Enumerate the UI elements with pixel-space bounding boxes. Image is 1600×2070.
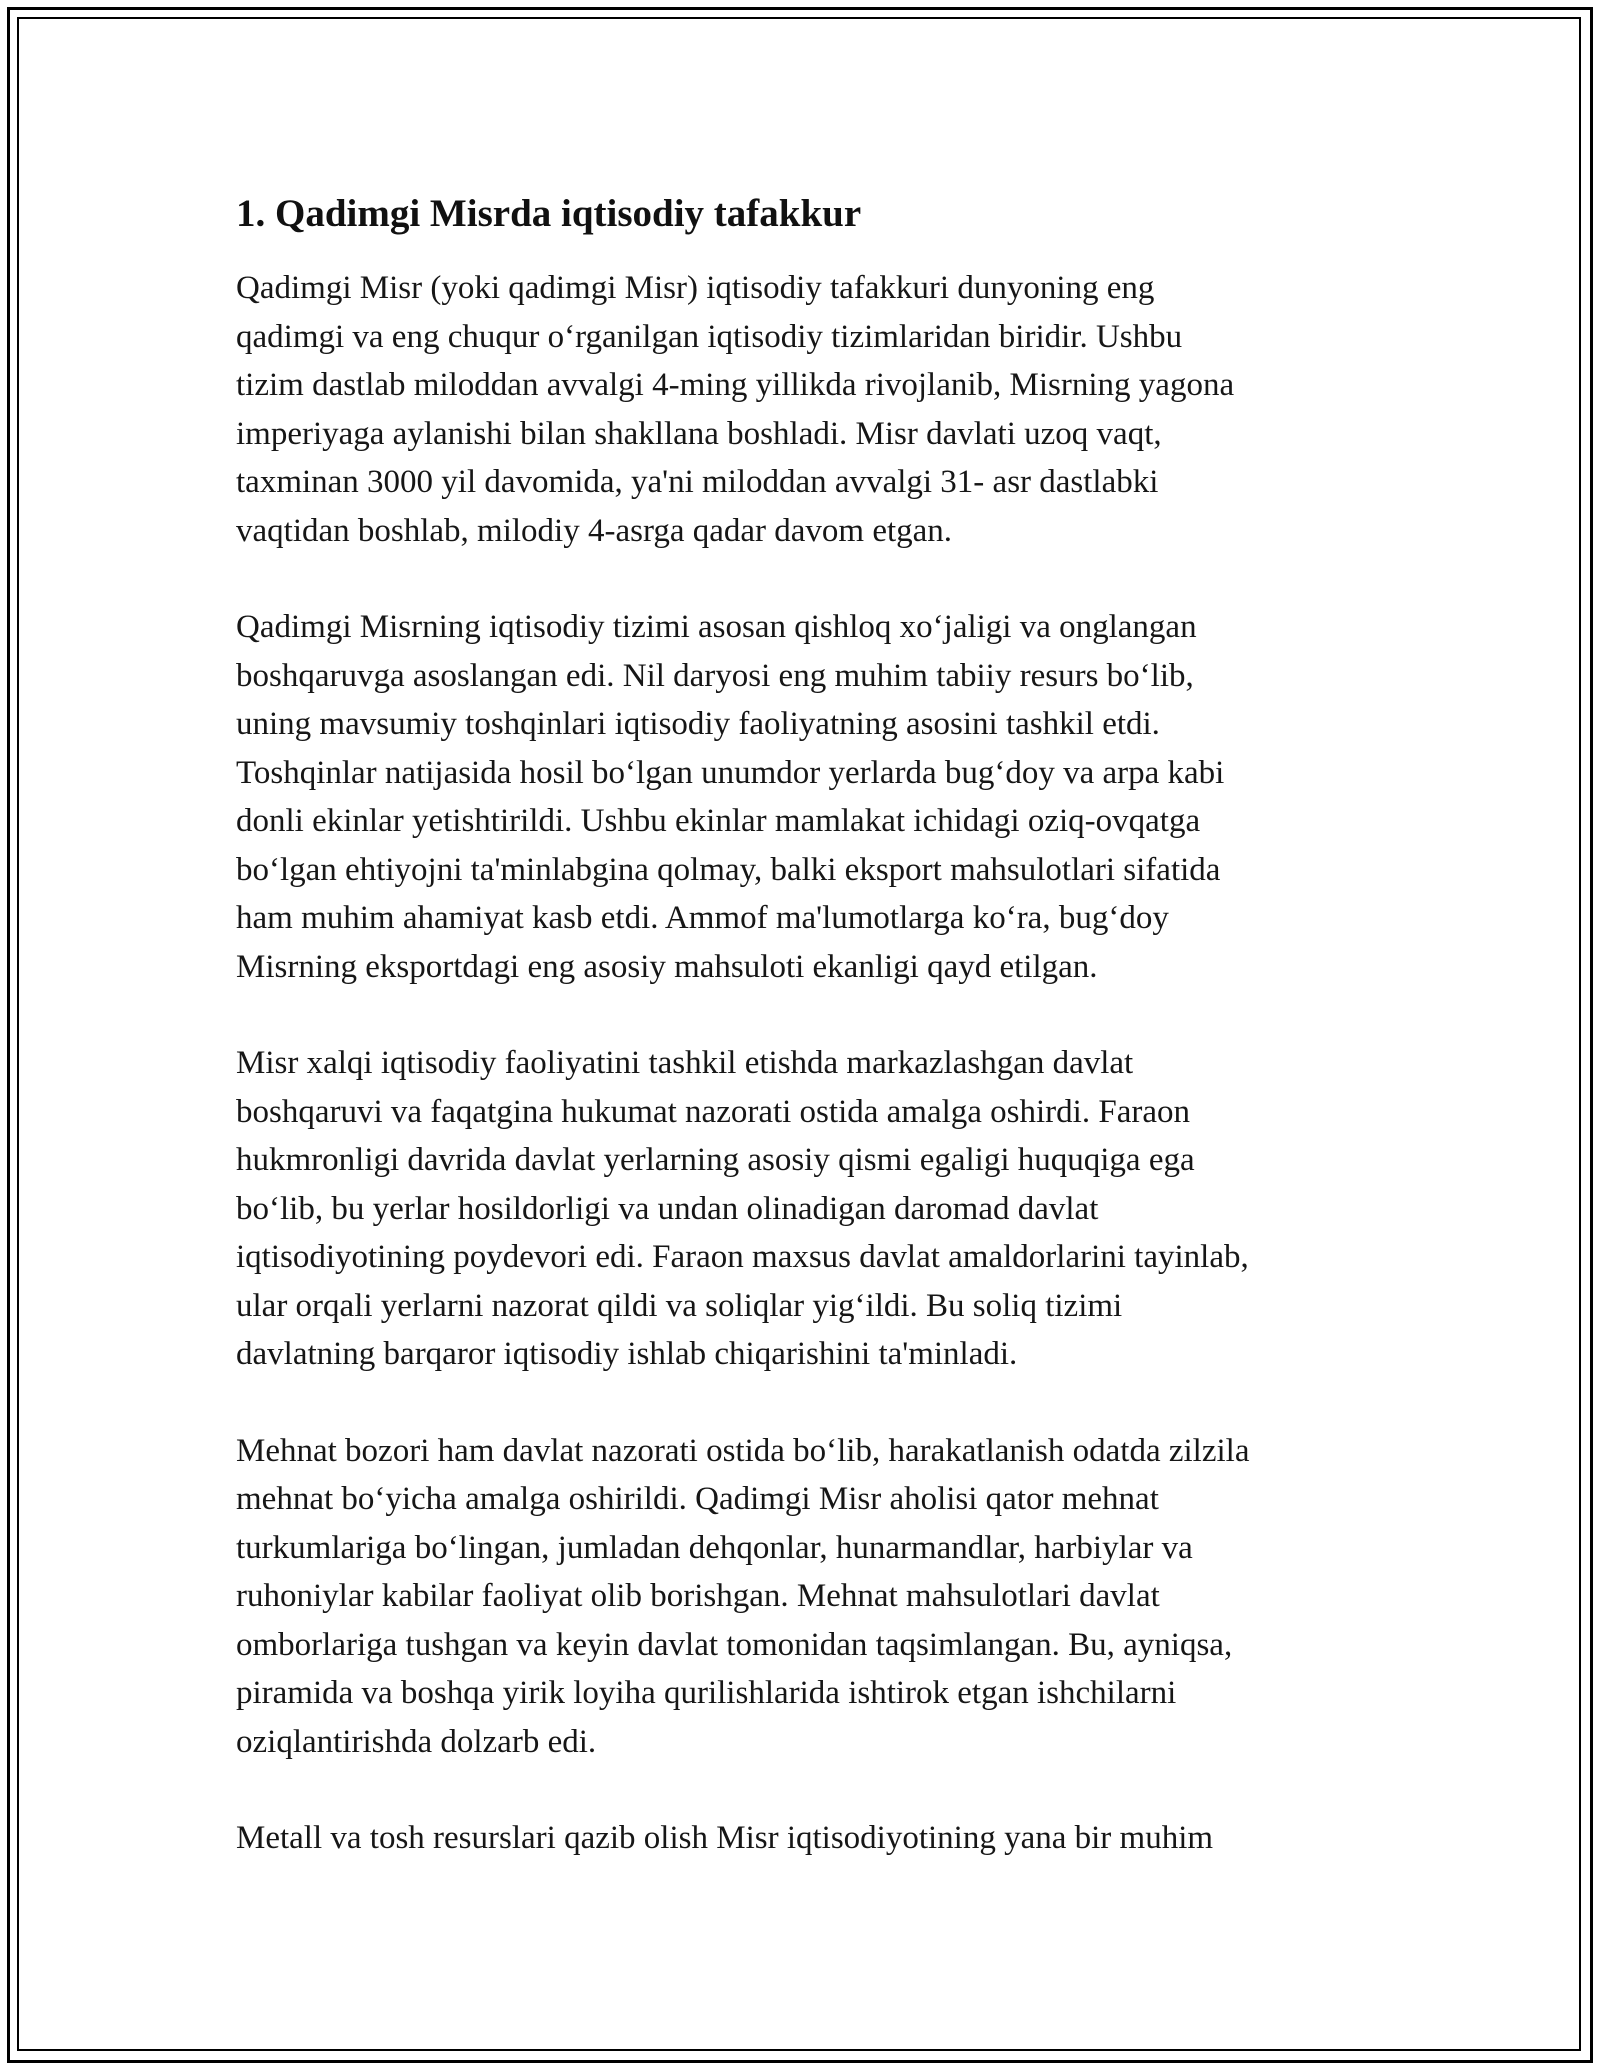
text-line: Misrning eksportdagi eng asosiy mahsuloti ekanligi qayd etilgan. [236,948,1098,985]
text-line: ruhoniylar kabilar faoliyat olib borishgan. Mehnat mahsulotlari davlat [236,1578,1160,1614]
text-line: taxminan 3000 yil davomida, ya'ni miloddan avvalgi 31- asr dastlabki [236,464,1159,500]
text-line: Misr xalqi iqtisodiy faoliyatini tashkil etishda markazlashgan davlat [236,1045,1134,1081]
text-line: boshqaruvga asoslangan edi. Nil daryosi eng muhim tabiiy resurs bo‘lib, [236,657,1194,694]
paragraph-4 [236,1427,1376,1767]
section-heading: 1. Qadimgi Misrda iqtisodiy tafakkur [236,192,862,235]
text-line: tizim dastlab miloddan avvalgi 4-ming yillikda rivojlanib, Misrning yagona [236,367,1235,403]
text-line: bo‘lib, bu yerlar hosildorligi va undan olinadigan daromad davlat [236,1190,1099,1227]
text-line: omborlariga tushgan va keyin davlat tomonidan taqsimlangan. Bu, ayniqsa, [236,1626,1233,1663]
document-body [236,186,1376,1911]
text-line: ham muhim ahamiyat kasb etdi. Ammof ma'lumotlarga ko‘ra, bug‘doy [236,900,1169,936]
paragraph-3 [236,1039,1376,1379]
text-line: Qadimgi Misrning iqtisodiy tizimi asosan qishloq xo‘jaligi va onglangan [236,609,1197,645]
text-line: vaqtidan boshlab, milodiy 4-asrga qadar davom etgan. [236,512,953,549]
text-line: Toshqinlar natijasida hosil bo‘lgan unumdor yerlarda bug‘doy va arpa kabi [236,754,1225,791]
text-line: piramida va boshqa yirik loyiha qurilishlarida ishtirok etgan ishchilarni [236,1675,1177,1711]
text-line: Qadimgi Misr (yoki qadimgi Misr) iqtisodiy tafakkuri dunyoning eng [236,270,1155,306]
text-line: ular orqali yerlarni nazorat qildi va soliqlar yig‘ildi. Bu soliq tizimi [236,1287,1123,1324]
text-line: iqtisodiyotining poydevori edi. Faraon maxsus davlat amaldorlarini tayinlab, [236,1239,1249,1275]
paragraph-5 [236,1814,1376,1863]
text-line: uning mavsumiy toshqinlari iqtisodiy faoliyatning asosini tashkil etdi. [236,706,1160,742]
text-line: oziqlantirishda dolzarb edi. [236,1723,597,1760]
text-line: bo‘lgan ehtiyojni ta'minlabgina qolmay, balki eksport mahsulotlari sifatida [236,851,1221,888]
text-line: Mehnat bozori ham davlat nazorati ostida bo‘lib, harakatlanish odatda zilzila [236,1432,1250,1469]
text-line: mehnat bo‘yicha amalga oshirildi. Qadimgi Misr aholisi qator mehnat [236,1481,1159,1517]
text-line: turkumlariga bo‘lingan, jumladan dehqonlar, hunarmandlar, harbiylar va [236,1529,1193,1566]
text-line: imperiyaga aylanishi bilan shakllana boshladi. Misr davlati uzoq vaqt, [236,415,1162,452]
text-line: davlatning barqaror iqtisodiy ishlab chiqarishini ta'minladi. [236,1336,1018,1372]
text-line: boshqaruvi va faqatgina hukumat nazorati ostida amalga oshirdi. Faraon [236,1093,1190,1130]
text-line: hukmronligi davrida davlat yerlarning asosiy qismi egaligi huquqiga ega [236,1142,1195,1178]
text-line: qadimgi va eng chuqur o‘rganilgan iqtisodiy tizimlaridan biridir. Ushbu [236,318,1183,355]
paragraph-1 [236,264,1376,555]
paragraph-2 [236,603,1376,991]
text-line: Metall va tosh resurslari qazib olish Misr iqtisodiyotining yana bir muhim [236,1820,1214,1856]
text-line: donli ekinlar yetishtirildi. Ushbu ekinlar mamlakat ichidagi oziq-ovqatga [236,803,1201,839]
